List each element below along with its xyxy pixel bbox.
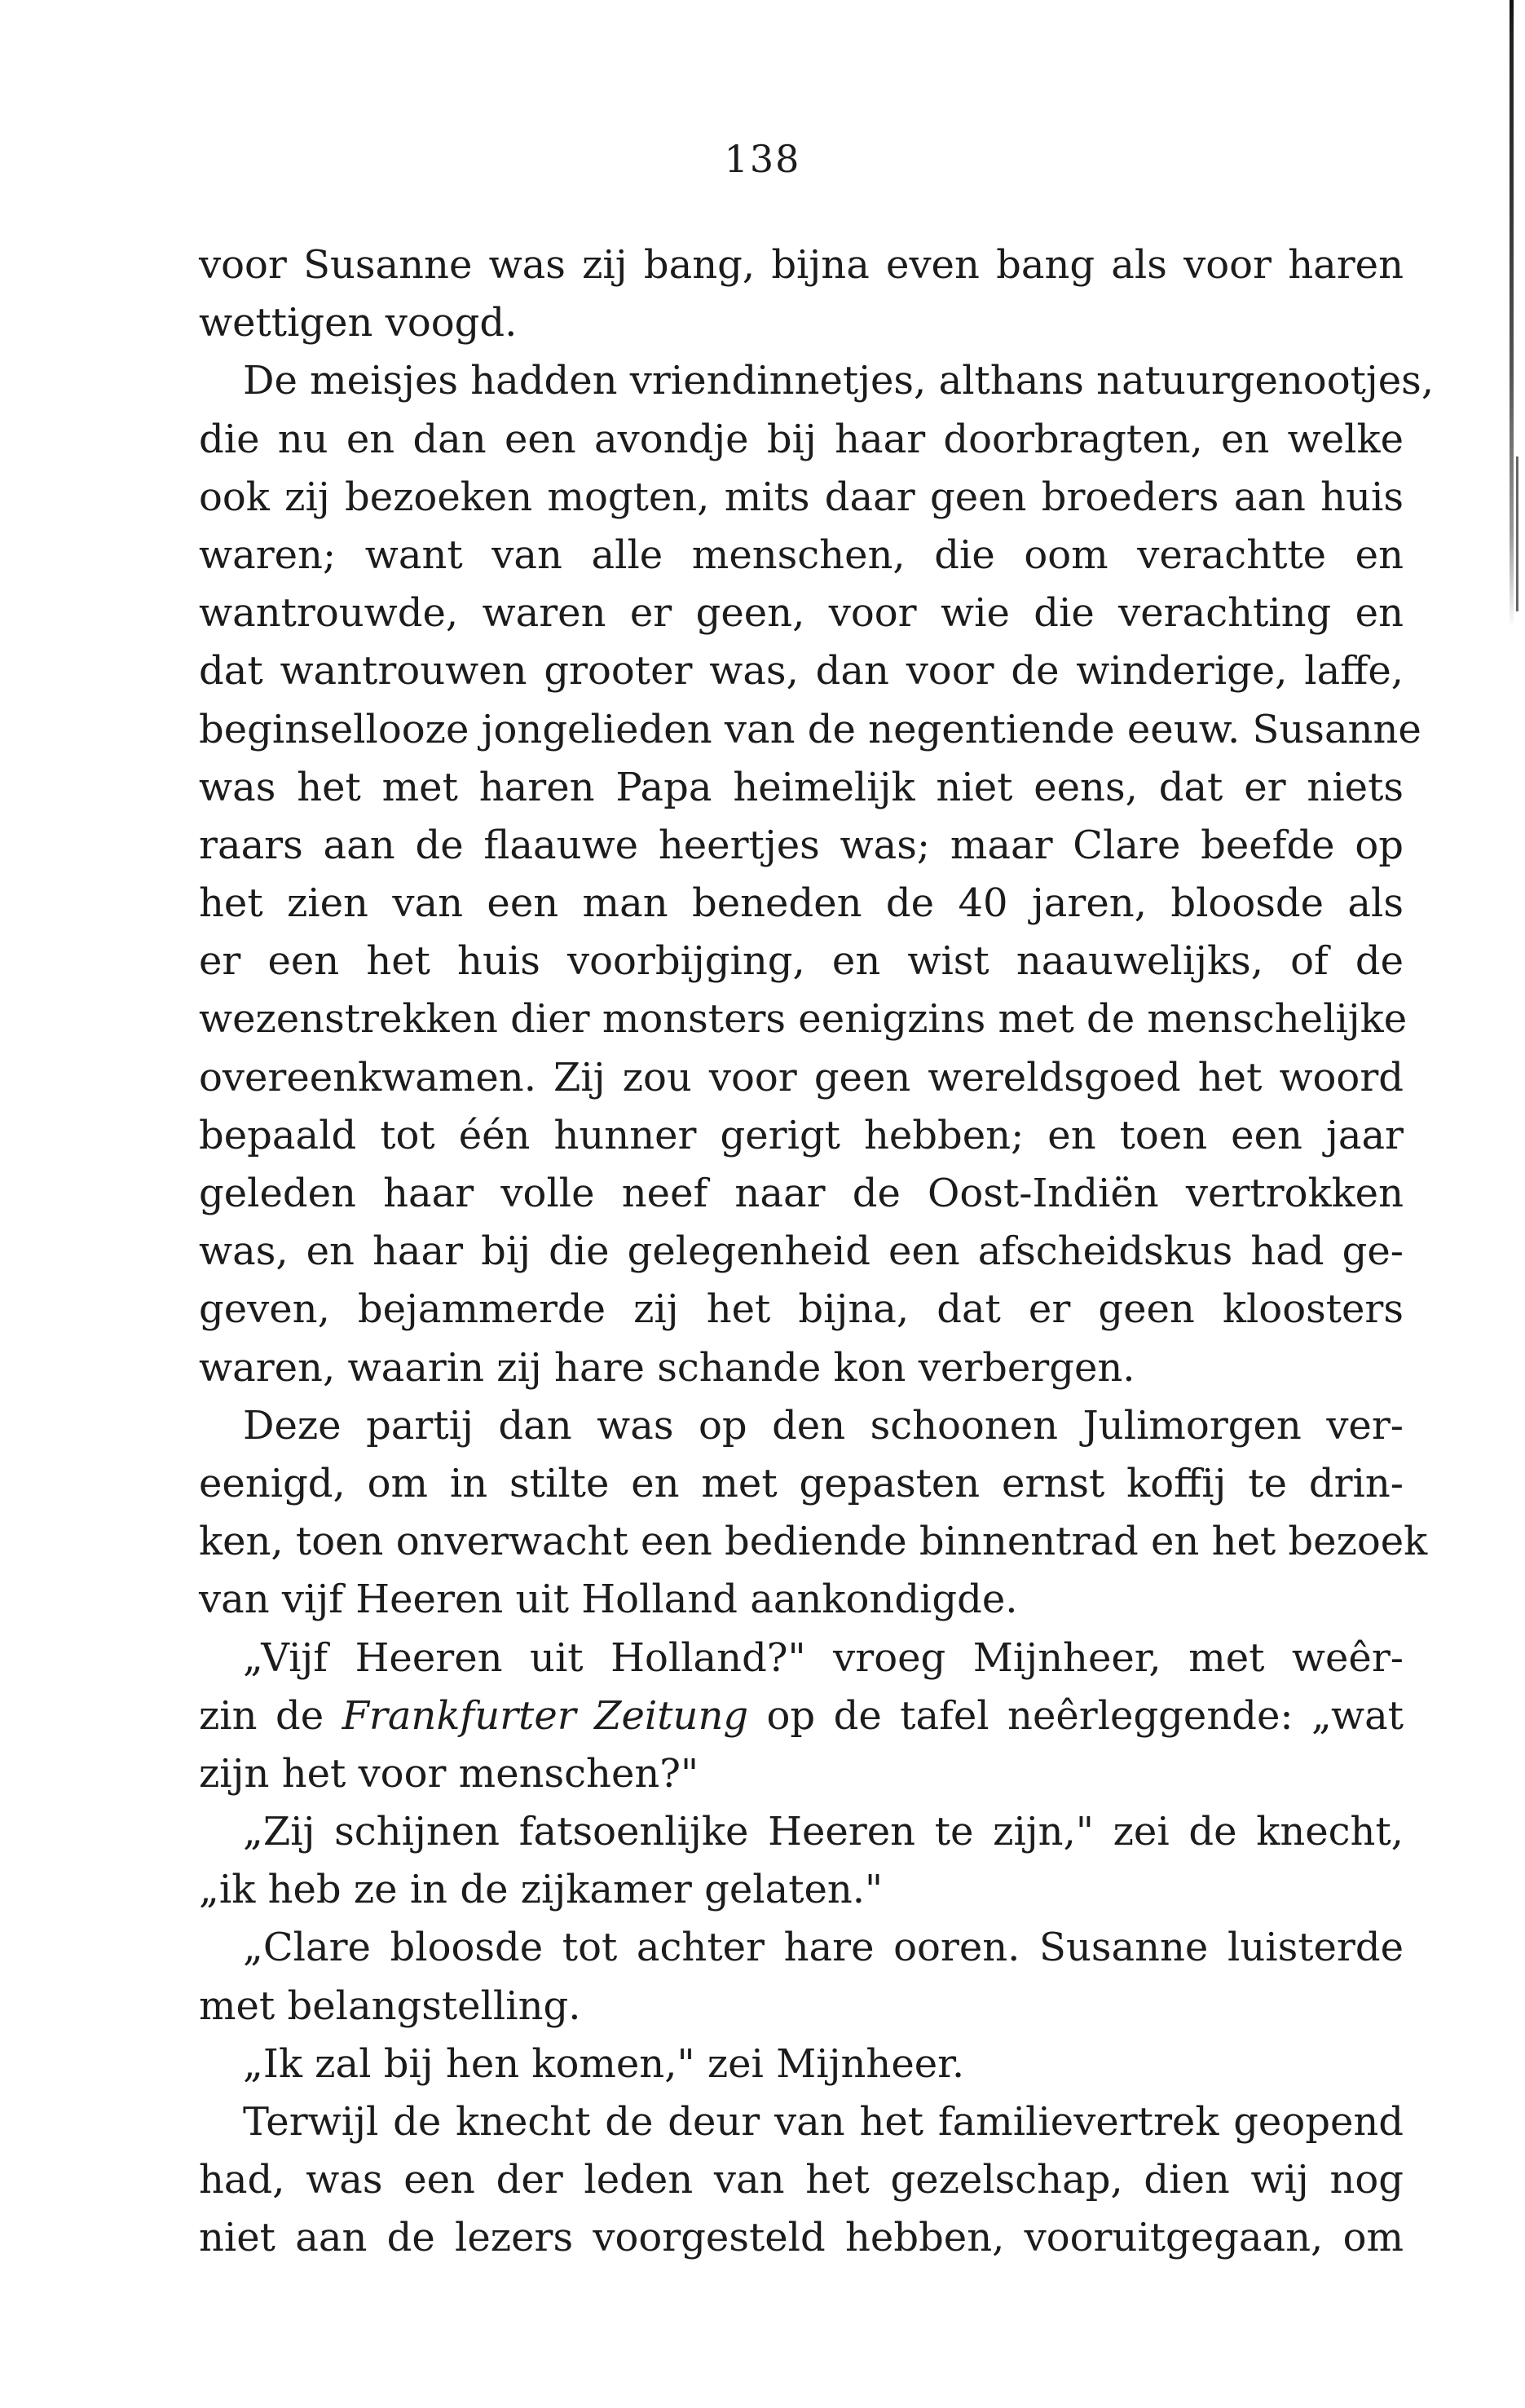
text-line: ken, toen onverwacht een bediende binnentrad en het bezoek bbox=[199, 1519, 1428, 1565]
text-line: van vijf Heeren uit Holland aankondigde. bbox=[199, 1577, 1018, 1623]
text-line: „Vijf Heeren uit Holland?" vroeg Mijnheer, met weêr- bbox=[243, 1634, 1404, 1681]
text-line: bepaald tot één hunner gerigt hebben; en toen een jaar bbox=[199, 1112, 1404, 1158]
text-line: overeenkwamen. Zij zou voor geen wereldsgoed het woord bbox=[199, 1054, 1404, 1100]
text-line: wantrouwde, waren er geen, voor wie die verachting en bbox=[199, 590, 1404, 637]
page-edge-shadow-secondary bbox=[1516, 456, 1518, 611]
text-line: raars aan de flaauwe heertjes was; maar Clare beefde op bbox=[199, 822, 1404, 868]
text-line: was, en haar bij die gelegenheid een afscheidskus had ge- bbox=[199, 1228, 1404, 1275]
text-line: was het met haren Papa heimelijk niet eens, dat er niets bbox=[199, 764, 1404, 810]
newspaper-title: Frankfurter Zeitung bbox=[342, 1692, 749, 1739]
text-line: Terwijl de knecht de deur van het familievertrek geopend bbox=[243, 2099, 1404, 2145]
text-line: geleden haar volle neef naar de Oost-Indiën vertrokken bbox=[199, 1171, 1404, 1216]
text-line: „Zij schijnen fatsoenlijke Heeren te zijn," zei de knecht, bbox=[243, 1809, 1404, 1855]
text-line: er een het huis voorbijging, en wist naauwelijks, of de bbox=[199, 938, 1404, 985]
text-line: zijn het voor menschen?" bbox=[199, 1750, 699, 1797]
text-line: „ik heb ze in de zijkamer gelaten." bbox=[199, 1867, 884, 1913]
text-line: „Ik zal bij hen komen," zei Mijnheer. bbox=[243, 2040, 965, 2087]
text-line-mixed bbox=[199, 1687, 1404, 1745]
page-edge-shadow bbox=[1510, 0, 1514, 628]
body-text bbox=[199, 236, 1435, 2268]
text-line: met belangstelling. bbox=[199, 1982, 581, 2029]
text-line: beginsellooze jongelieden van de negentiende eeuw. Susanne bbox=[199, 706, 1421, 752]
text-line: eenigd, om in stilte en met gepasten ernst koffij te drin- bbox=[199, 1460, 1404, 1506]
text-line: wettigen voogd. bbox=[199, 300, 518, 346]
text-line: wezenstrekken dier monsters eenigzins met de menschelijke bbox=[199, 996, 1408, 1043]
text-line: „Clare bloosde tot achter hare ooren. Susanne luisterde bbox=[243, 1925, 1404, 1971]
text-line: voor Susanne was zij bang, bijna even bang als voor haren bbox=[199, 242, 1404, 288]
text-line: Deze partij dan was op den schoonen Julimorgen ver- bbox=[243, 1402, 1404, 1449]
text-fragment: op de tafel neêrleggende: „wat bbox=[766, 1692, 1404, 1739]
text-fragment: zin de bbox=[199, 1692, 324, 1739]
text-line: waren, waarin zij hare schande kon verbergen. bbox=[199, 1344, 1135, 1391]
text-line: niet aan de lezers voorgesteld hebben, vooruitgegaan, om bbox=[199, 2215, 1404, 2261]
text-line: had, was een der leden van het gezelschap, dien wij nog bbox=[199, 2157, 1404, 2203]
text-line: dat wantrouwen grooter was, dan voor de winderige, laffe, bbox=[199, 648, 1404, 695]
text-line: De meisjes hadden vriendinnetjes, althans natuurgenootjes, bbox=[243, 358, 1435, 404]
text-line: die nu en dan een avondje bij haar doorbragten, en welke bbox=[199, 416, 1404, 462]
text-line: ook zij bezoeken mogten, mits daar geen broeders aan huis bbox=[199, 474, 1404, 520]
text-line: waren; want van alle menschen, die oom verachtte en bbox=[199, 531, 1404, 578]
text-line: geven, bejammerde zij het bijna, dat er geen kloosters bbox=[199, 1286, 1404, 1333]
page-number: 138 bbox=[724, 137, 801, 181]
text-line: het zien van een man beneden de 40 jaren, bloosde als bbox=[199, 880, 1404, 927]
